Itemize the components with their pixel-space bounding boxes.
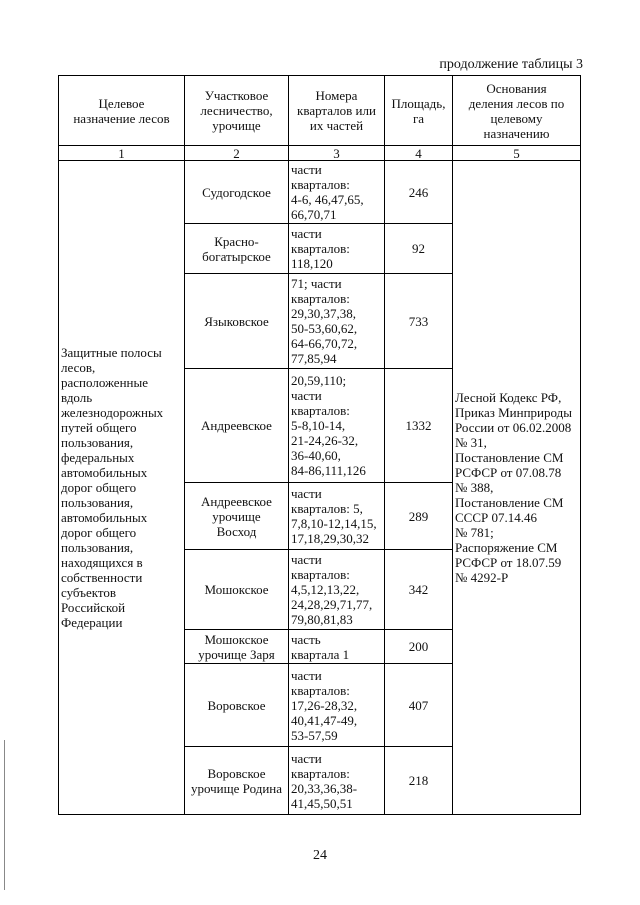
forestry-cell: Мошокское <box>185 550 289 630</box>
area-cell: 342 <box>385 550 453 630</box>
table-row <box>59 161 581 224</box>
header-purpose: Целевое назначение лесов <box>59 76 185 146</box>
quarters-cell: части кварталов: 4,5,12,13,22, 24,28,29,71,77, 79,80,81,83 <box>289 550 385 630</box>
quarters-cell: части кварталов: 5, 7,8,10-12,14,15, 17,18,29,30,32 <box>289 483 385 550</box>
basis-cell: Лесной Кодекс РФ, Приказ Минприроды России от 06.02.2008 № 31, Постановление СМ РСФСР от 07.08.78 № 388, Постановление СМ СССР 07.14.46 № 781; Распоряжение СМ РСФСР от 18.07.59 № 4292-Р <box>453 161 581 815</box>
forest-purpose-table <box>58 75 581 815</box>
quarters-cell: части кварталов: 4-6, 46,47,65, 66,70,71 <box>289 161 385 224</box>
header-area: Площадь, га <box>385 76 453 146</box>
quarters-cell: часть квартала 1 <box>289 630 385 664</box>
column-number-row <box>59 146 581 161</box>
header-forestry: Участковое лесничество, урочище <box>185 76 289 146</box>
header-basis: Основания деления лесов по целевому назначению <box>453 76 581 146</box>
forestry-cell: Андреевское <box>185 369 289 483</box>
column-number: 5 <box>453 146 581 161</box>
area-cell: 218 <box>385 747 453 815</box>
column-number: 2 <box>185 146 289 161</box>
scan-edge-line <box>4 740 5 890</box>
quarters-cell: 71; части кварталов: 29,30,37,38, 50-53,60,62, 64-66,70,72, 77,85,94 <box>289 274 385 369</box>
purpose-cell: Защитные полосы лесов, расположенные вдоль железнодорожных путей общего пользования, федеральных автомобильных дорог общего пользования, автомобильных дорог общего пользования, находящихся в собственности субъектов Российской Федерации <box>59 161 185 815</box>
column-number: 3 <box>289 146 385 161</box>
column-number: 4 <box>385 146 453 161</box>
area-cell: 92 <box>385 224 453 274</box>
page-number: 24 <box>313 848 327 863</box>
quarters-cell: части кварталов: 118,120 <box>289 224 385 274</box>
area-cell: 407 <box>385 664 453 747</box>
quarters-cell: части кварталов: 20,33,36,38- 41,45,50,51 <box>289 747 385 815</box>
header-quarters: Номера кварталов или их частей <box>289 76 385 146</box>
forestry-cell: Андреевское урочище Восход <box>185 483 289 550</box>
area-cell: 733 <box>385 274 453 369</box>
forestry-cell: Воровское <box>185 664 289 747</box>
area-cell: 246 <box>385 161 453 224</box>
quarters-cell: части кварталов: 17,26-28,32, 40,41,47-49, 53-57,59 <box>289 664 385 747</box>
forestry-cell: Языковское <box>185 274 289 369</box>
forestry-cell: Красно- богатырское <box>185 224 289 274</box>
area-cell: 1332 <box>385 369 453 483</box>
quarters-cell: 20,59,110; части кварталов: 5-8,10-14, 21-24,26-32, 36-40,60, 84-86,111,126 <box>289 369 385 483</box>
forestry-cell: Судогодское <box>185 161 289 224</box>
forestry-cell: Мошокское урочище Заря <box>185 630 289 664</box>
table-continuation-caption: продолжение таблицы 3 <box>439 57 583 72</box>
header-row <box>59 76 581 146</box>
column-number: 1 <box>59 146 185 161</box>
area-cell: 289 <box>385 483 453 550</box>
area-cell: 200 <box>385 630 453 664</box>
forestry-cell: Воровское урочище Родина <box>185 747 289 815</box>
